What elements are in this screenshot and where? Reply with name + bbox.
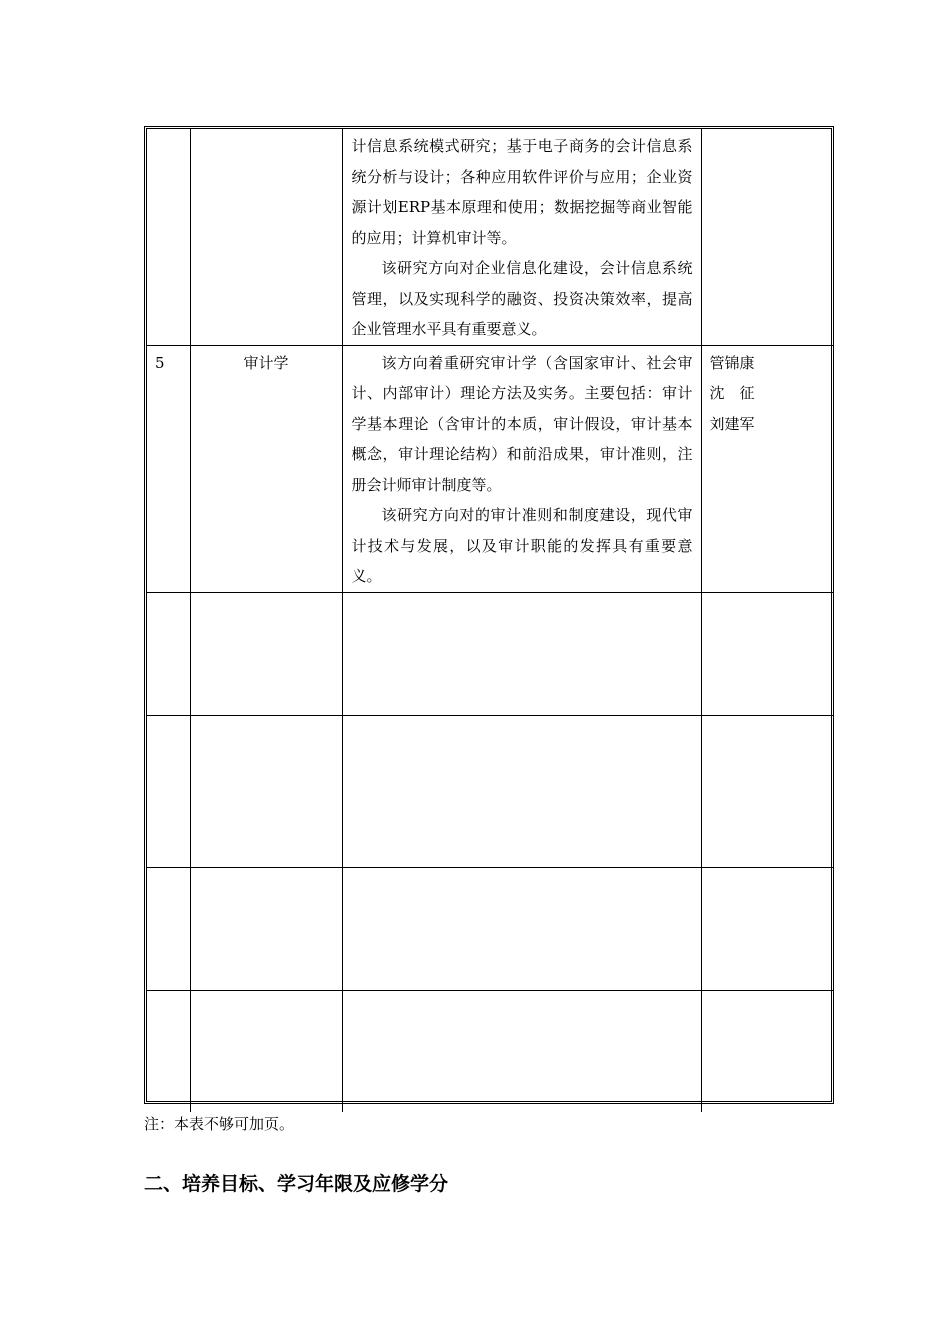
empty-cell (342, 990, 701, 1112)
row-number (147, 129, 190, 345)
empty-cell (701, 592, 834, 715)
empty-cell (147, 990, 190, 1112)
supervisor-name: 沈 征 (709, 384, 755, 402)
supervisor-name: 刘建军 (709, 414, 755, 433)
empty-cell (147, 867, 190, 990)
table-row-empty (147, 592, 834, 715)
section-heading: 二、培养目标、学习年限及应修学分 (144, 1173, 449, 1195)
supervisors (701, 345, 834, 592)
directions-table (147, 129, 834, 1112)
description-paragraph: 计信息系统模式研究；基于电子商务的会计信息系统分析与设计；各种应用软件评价与应用；企业资源计划ERP基本原理和使用；数据挖掘等商业智能的应用；计算机审计等。 (351, 137, 693, 247)
table-row (147, 345, 834, 592)
empty-cell (701, 715, 834, 867)
direction-description (342, 345, 701, 592)
table-row-empty (147, 715, 834, 867)
table-row-empty (147, 990, 834, 1112)
direction-description (342, 129, 701, 345)
row-number: 5 (147, 345, 190, 592)
empty-cell (342, 592, 701, 715)
table-row-empty (147, 867, 834, 990)
supervisors (701, 129, 834, 345)
direction-name (190, 129, 342, 345)
empty-cell (701, 990, 834, 1112)
empty-cell (190, 592, 342, 715)
empty-cell (342, 867, 701, 990)
description-paragraph: 该研究方向对企业信息化建设，会计信息系统管理，以及实现科学的融资、投资决策效率，提高企业管理水平具有重要意义。 (351, 259, 693, 338)
direction-name: 审计学 (190, 345, 342, 592)
description-paragraph: 该方向着重研究审计学（含国家审计、社会审计、内部审计）理论方法及实务。主要包括：审计学基本理论（含审计的本质，审计假设，审计基本概念，审计理论结构）和前沿成果，审计准则，注册会计师审计制度等。 (351, 353, 693, 494)
table-note: 注：本表不够可加页。 (144, 1115, 295, 1133)
description-paragraph: 该研究方向对的审计准则和制度建设，现代审计技术与发展，以及审计职能的发挥具有重要意义。 (351, 506, 693, 585)
empty-cell (190, 867, 342, 990)
research-directions-table (144, 126, 834, 1104)
supervisor-name: 管锦康 (709, 353, 755, 372)
empty-cell (342, 715, 701, 867)
empty-cell (190, 715, 342, 867)
table-row (147, 129, 834, 345)
empty-cell (701, 867, 834, 990)
empty-cell (190, 990, 342, 1112)
empty-cell (147, 715, 190, 867)
empty-cell (147, 592, 190, 715)
